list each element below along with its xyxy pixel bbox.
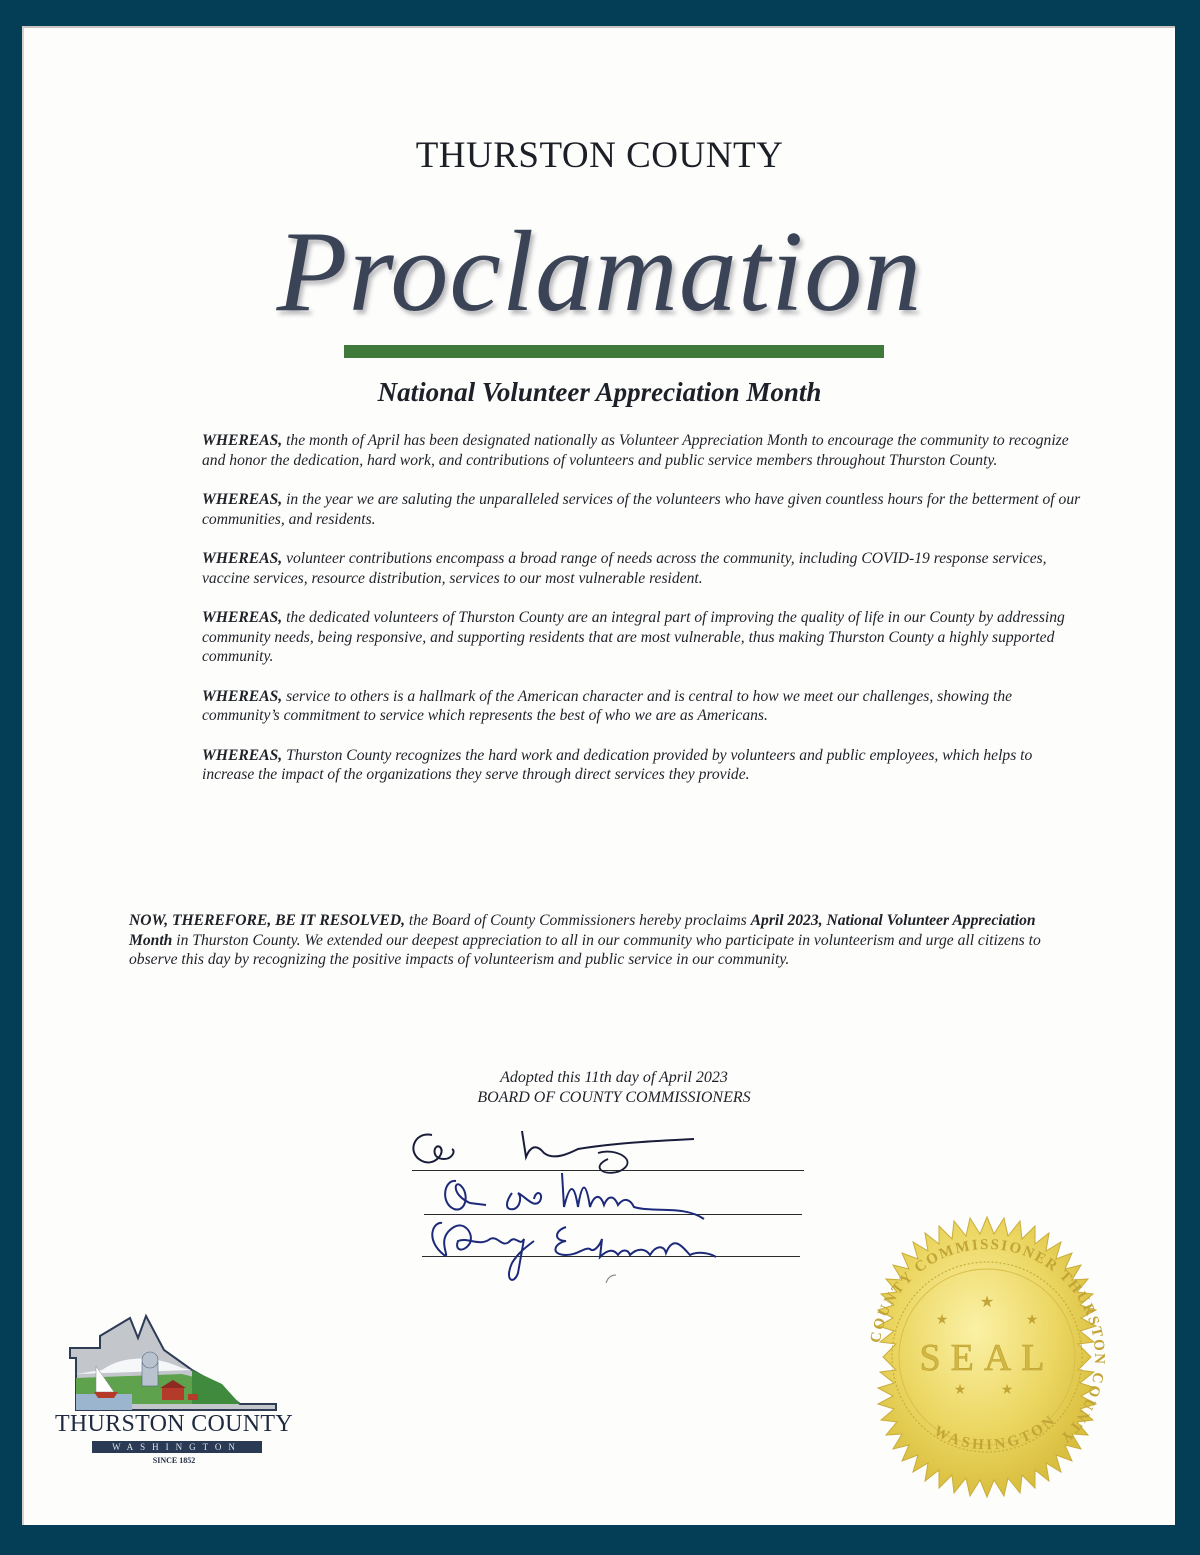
svg-text:★: ★	[953, 1383, 967, 1398]
proclamation-document	[22, 26, 1175, 1525]
whereas-paragraph	[202, 549, 1082, 588]
whereas-paragraph	[202, 431, 1082, 470]
thurston-county-logo	[42, 1308, 312, 1418]
whereas-lead: WHEREAS,	[202, 432, 283, 449]
whereas-lead: WHEREAS,	[202, 746, 283, 764]
resolution-text: in Thurston County. We extended our deepest appreciation to all in our community who participate in volunteerism and urge all citizens to observe this day by recognizing the positive impacts of volunteerism and public service in our community.	[129, 931, 1041, 968]
resolution-emphasis: April 2023, National Volunteer Appreciation Month	[129, 912, 1036, 949]
svg-text:★: ★	[979, 1294, 995, 1311]
whereas-paragraph	[202, 687, 1082, 726]
svg-text:★: ★	[1000, 1383, 1014, 1398]
logo-since-year: SINCE 1852	[152, 1456, 196, 1465]
resolution-text: the Board of County Commissioners hereby proclaims	[404, 912, 751, 929]
resolution-paragraph	[129, 911, 1079, 970]
whereas-text: in the year we are saluting the unparalleled services of the volunteers who have given countless hours for the betterment of our communities, and residents.	[202, 491, 1081, 528]
whereas-lead: WHEREAS,	[202, 609, 283, 626]
resolution-lead: NOW, THEREFORE, BE IT RESOLVED,	[129, 912, 405, 929]
whereas-lead: WHEREAS,	[202, 687, 283, 705]
whereas-lead: WHEREAS,	[202, 550, 283, 567]
whereas-text: volunteer contributions encompass a broad range of needs across the community, including COVID-19 response services, vaccine services, resource distribution, services to our most vulnerable resident.	[202, 550, 1047, 587]
seal-ring-bottom: WASHINGTON	[931, 1411, 1061, 1454]
logo-state-banner: WASHINGTON	[92, 1441, 262, 1453]
seal-ring-top: COUNTY COMMISSIONER THURSTON COUNTY	[867, 1236, 1108, 1447]
logo-county-name: THURSTON COUNTY	[54, 1411, 294, 1437]
accent-divider	[344, 345, 884, 358]
gold-seal	[842, 1212, 1132, 1502]
svg-text:★: ★	[1025, 1313, 1039, 1328]
whereas-text: Thurston County recognizes the hard work and dedication provided by volunteers and public employees, which helps to increase the impact of the organizations they serve through direct services they provide.	[202, 746, 1033, 783]
county-heading: THURSTON COUNTY	[415, 135, 784, 176]
whereas-paragraph	[202, 490, 1082, 529]
adoption-date: Adopted this 11th day of April 2023	[500, 1069, 728, 1086]
whereas-paragraph	[202, 608, 1082, 667]
svg-text:★: ★	[935, 1313, 949, 1328]
whereas-text: the dedicated volunteers of Thurston County are an integral part of improving the quality of life in our County by addressing community needs, being responsive, and supporting residents that are most vulnerable, thus making Thurston County a highly supported community.	[202, 609, 1065, 665]
whereas-paragraph	[202, 746, 1082, 785]
commissioner-signatures	[394, 1123, 754, 1283]
board-name: BOARD OF COUNTY COMMISSIONERS	[477, 1089, 751, 1106]
whereas-text: service to others is a hallmark of the American character and is central to how we meet our challenges, showing the community’s commitment to service which represents the best of who we are as Americans.	[202, 687, 1013, 724]
document-title: Proclamation	[276, 208, 923, 336]
proclamation-subject: National Volunteer Appreciation Month	[377, 377, 822, 407]
whereas-lead: WHEREAS,	[202, 491, 283, 508]
seal-text: SEAL	[919, 1337, 1055, 1379]
whereas-text: the month of April has been designated nationally as Volunteer Appreciation Month to encourage the community to recognize and honor the dedication, hard work, and contributions of volunteers and public service members throughout Thurston County.	[202, 432, 1069, 469]
whereas-clauses	[202, 431, 1082, 805]
